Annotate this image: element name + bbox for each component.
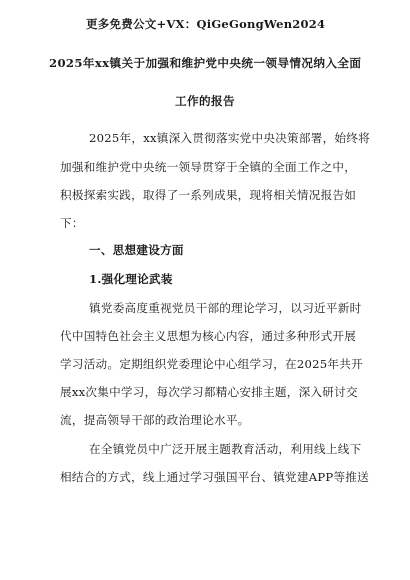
intro-line-4: 下：	[60, 216, 84, 230]
paragraph-1-line-4: 展xx次集中学习，每次学习都精心安排主题，深入研讨交	[60, 385, 358, 399]
paragraph-1-line-2: 代中国特色社会主义思想为核心内容，通过多种形式开展	[60, 329, 357, 343]
paragraph-2-line-2: 相结合的方式，线上通过学习强国平台、镇党建APP等推送	[60, 470, 369, 484]
header-banner: 更多免费公文+VX：QiGeGongWen2024	[86, 17, 326, 31]
subsection-heading-1: 1.强化理论武装	[89, 272, 173, 286]
intro-line-3: 积极探索实践，取得了一系列成果，现将相关情况报告如	[60, 188, 357, 202]
intro-line-2: 加强和维护党中央统一领导贯穿于全镇的全面工作之中，	[60, 160, 357, 174]
paragraph-2-line-1: 在全镇党员中广泛开展主题教育活动，利用线上线下	[89, 442, 362, 456]
paragraph-1-line-3: 学习活动。定期组织党委理论中心组学习，在2025年共开	[60, 357, 363, 371]
document-title-line-1: 2025年xx镇关于加强和维护党中央统一领导情况纳入全面	[49, 56, 362, 70]
document-title-line-2: 工作的报告	[175, 94, 235, 108]
paragraph-1-line-5: 流，提高领导干部的政治理论水平。	[60, 413, 250, 427]
intro-line-1: 2025年，xx镇深入贯彻落实党中央决策部署，始终将	[89, 131, 370, 145]
paragraph-1-line-1: 镇党委高度重视党员干部的理论学习，以习近平新时	[89, 301, 362, 315]
section-heading-1: 一、思想建设方面	[89, 243, 184, 257]
